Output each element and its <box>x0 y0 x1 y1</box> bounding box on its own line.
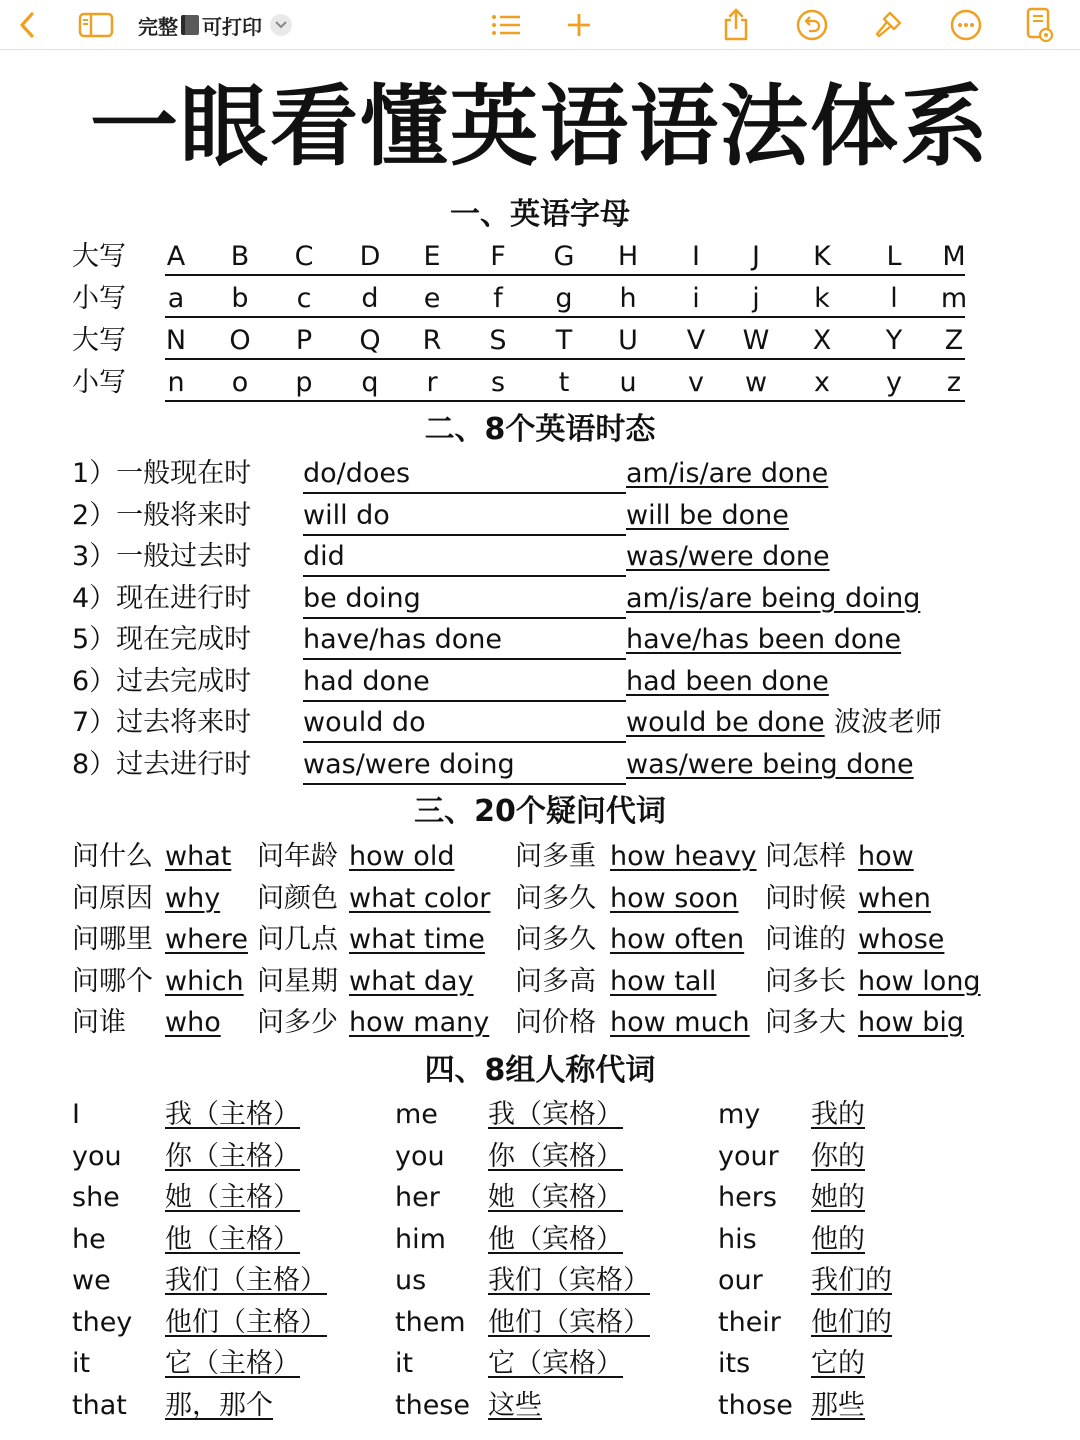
alphabet-letter: c <box>296 283 312 314</box>
tense-underline <box>303 741 626 743</box>
question-word: why <box>165 882 221 914</box>
pronoun-english: you <box>72 1140 122 1172</box>
tense-passive-form: was/were being done <box>626 748 914 780</box>
pronoun-pair <box>72 1264 327 1298</box>
tense-note: 波波老师 <box>834 707 942 738</box>
document-title[interactable] <box>138 0 292 50</box>
alphabet-letter: j <box>752 283 760 314</box>
question-prompt: 问多久 <box>515 924 596 955</box>
alphabet-letter: n <box>167 367 185 398</box>
question-prompt: 问时候 <box>765 882 846 914</box>
question-word: where <box>165 924 248 955</box>
question-prompt: 问多久 <box>515 882 596 914</box>
tense-underline <box>303 700 626 702</box>
pronoun-chinese: 他们（宾格） <box>488 1306 650 1338</box>
pronoun-chinese: 我（宾格） <box>488 1099 623 1130</box>
tense-passive-form: have/has been done <box>626 624 902 655</box>
tense-underline <box>303 658 626 660</box>
reader-icon[interactable] <box>1020 0 1058 50</box>
pronoun-english: my <box>718 1099 761 1130</box>
question-word: how old <box>349 841 455 872</box>
doc-title-suffix: 可打印 <box>202 14 262 39</box>
alphabet-letter: V <box>686 325 706 356</box>
tense-row <box>0 623 1080 663</box>
tense-active-form: be doing <box>303 582 421 614</box>
alphabet-letter: M <box>942 241 966 272</box>
pronoun-english: we <box>72 1265 111 1296</box>
alphabet-letter: r <box>426 367 438 398</box>
alphabet-letter: d <box>361 283 379 314</box>
question-prompt: 问价格 <box>515 1007 596 1038</box>
tense-name: 8）过去进行时 <box>72 748 252 780</box>
pronoun-english: its <box>718 1348 751 1379</box>
alphabet-letter: J <box>752 241 760 272</box>
pronoun-english: our <box>718 1265 763 1296</box>
more-icon[interactable] <box>946 0 986 50</box>
pronoun-chinese: 那，那个 <box>165 1389 273 1421</box>
alphabet-letter: W <box>742 325 770 356</box>
pronoun-chinese: 我的 <box>811 1099 865 1130</box>
pronoun-row <box>0 1264 1080 1304</box>
pronoun-chinese: 你（宾格） <box>488 1140 623 1172</box>
pronoun-chinese: 她（宾格） <box>488 1182 623 1213</box>
question-row <box>0 882 1080 922</box>
page-title: 一眼看懂英语语法体系 <box>89 75 990 178</box>
question-word: how often <box>610 924 745 955</box>
question-prompt: 问颜色 <box>257 882 338 914</box>
back-chevron-icon[interactable] <box>10 0 44 50</box>
alphabet-letter: q <box>361 367 379 398</box>
alphabet-letter: D <box>359 241 381 272</box>
alphabet-letter: a <box>167 283 185 314</box>
alphabet-underline <box>165 400 965 402</box>
alphabet-letter: i <box>692 283 700 314</box>
question-word: how tall <box>610 965 717 997</box>
alphabet-letter: X <box>812 325 832 356</box>
alphabet-row-label: 小写 <box>72 283 126 314</box>
pronoun-pair <box>718 1389 865 1423</box>
pronoun-pair <box>718 1347 865 1381</box>
chevron-down-icon[interactable] <box>270 14 292 36</box>
tense-active-form: had done <box>303 665 430 697</box>
question-prompt: 问几点 <box>257 924 338 955</box>
question-word: which <box>165 965 244 997</box>
pronoun-english: their <box>718 1306 781 1338</box>
pronoun-row <box>0 1098 1080 1138</box>
tense-name: 7）过去将来时 <box>72 707 252 738</box>
tense-row <box>0 499 1080 539</box>
tense-row <box>0 665 1080 705</box>
alphabet-letter: N <box>165 325 187 356</box>
tense-active-form: did <box>303 541 345 572</box>
tense-name: 2）一般将来时 <box>72 499 252 531</box>
alphabet-letter: F <box>490 241 506 272</box>
alphabet-letter: v <box>688 367 704 398</box>
pronoun-english: these <box>395 1389 470 1421</box>
question-word: how soon <box>610 882 739 914</box>
pronoun-chinese: 你（主格） <box>165 1140 300 1172</box>
pronoun-pair <box>72 1098 300 1132</box>
pronoun-chinese: 他的 <box>811 1223 865 1255</box>
question-word: what day <box>349 965 474 997</box>
tense-row <box>0 457 1080 497</box>
alphabet-letter: p <box>295 367 313 398</box>
tense-name: 1）一般现在时 <box>72 458 252 489</box>
alphabet-row-label: 大写 <box>72 325 126 356</box>
pronoun-english: he <box>72 1223 106 1255</box>
pronoun-chinese: 我（主格） <box>165 1099 300 1130</box>
pronoun-english: that <box>72 1389 127 1421</box>
pronoun-pair <box>395 1264 650 1298</box>
section-heading-tenses: 二、8个英语时态 <box>424 412 656 447</box>
question-prompt: 问星期 <box>257 965 338 997</box>
tense-name: 6）过去完成时 <box>72 665 252 697</box>
alphabet-letter: h <box>619 283 637 314</box>
pronoun-row <box>0 1389 1080 1429</box>
pronoun-chinese: 他（宾格） <box>488 1223 623 1255</box>
pronoun-english: it <box>72 1348 91 1379</box>
tense-underline <box>303 783 626 785</box>
pronoun-chinese: 她（主格） <box>165 1182 300 1213</box>
pronoun-chinese: 我们（宾格） <box>488 1265 650 1296</box>
pronoun-english: her <box>395 1182 440 1213</box>
pronoun-chinese: 它（宾格） <box>488 1348 623 1379</box>
alphabet-row <box>0 240 1080 280</box>
question-word: whose <box>858 924 945 955</box>
pronoun-row <box>0 1306 1080 1346</box>
alphabet-letter: k <box>814 283 830 314</box>
tense-name: 5）现在完成时 <box>72 624 252 655</box>
section-heading-alphabet: 一、英语字母 <box>450 197 630 232</box>
tense-underline <box>303 617 626 619</box>
alphabet-letter: x <box>814 367 830 398</box>
alphabet-underline <box>165 274 965 276</box>
share-icon[interactable] <box>718 0 754 50</box>
question-prompt: 问谁 <box>72 1007 126 1038</box>
pronoun-pair <box>395 1181 623 1215</box>
pronoun-english: him <box>395 1223 446 1255</box>
tense-underline <box>303 575 626 577</box>
alphabet-letter: Q <box>359 325 381 356</box>
question-word: when <box>858 882 931 914</box>
alphabet-letter: I <box>692 241 700 272</box>
alphabet-letter: P <box>295 325 313 356</box>
tense-name: 3）一般过去时 <box>72 541 252 572</box>
pronoun-english: I <box>72 1099 80 1130</box>
pronoun-row <box>0 1181 1080 1221</box>
pronoun-english: you <box>395 1140 445 1172</box>
pronoun-pair <box>395 1306 650 1340</box>
pronoun-english: it <box>395 1348 414 1379</box>
pronoun-english: them <box>395 1306 466 1338</box>
alphabet-row-label: 小写 <box>72 367 126 398</box>
tense-passive-form: am/is/are being doing <box>626 582 921 614</box>
pronoun-pair <box>395 1347 623 1381</box>
alphabet-letter: s <box>490 367 506 398</box>
undo-icon[interactable] <box>792 0 832 50</box>
pronoun-chinese: 那些 <box>811 1389 865 1421</box>
pronoun-pair <box>72 1306 327 1340</box>
question-prompt: 问多长 <box>765 965 846 997</box>
pronoun-english: those <box>718 1389 793 1421</box>
alphabet-underline <box>165 316 965 318</box>
pronoun-english: me <box>395 1099 438 1130</box>
tense-passive-form: would be done <box>626 707 825 738</box>
question-prompt: 问多高 <box>515 965 596 997</box>
alphabet-row <box>0 324 1080 364</box>
question-prompt: 问多大 <box>765 1007 846 1038</box>
question-prompt: 问哪个 <box>72 965 153 997</box>
alphabet-letter: T <box>555 325 573 356</box>
pronoun-chinese: 她的 <box>811 1182 865 1213</box>
question-word: what <box>165 841 232 872</box>
pronoun-chinese: 他们的 <box>811 1306 892 1338</box>
pronoun-chinese: 它的 <box>811 1348 865 1379</box>
alphabet-letter: C <box>294 241 314 272</box>
section-heading-questions: 三、20个疑问代词 <box>414 794 666 829</box>
tense-active-form: would do <box>303 707 426 738</box>
question-word: what time <box>349 924 485 955</box>
pronoun-english: she <box>72 1182 120 1213</box>
pronoun-english: hers <box>718 1182 777 1213</box>
pronoun-pair <box>718 1223 865 1257</box>
question-prompt: 问年龄 <box>257 841 338 872</box>
question-word: how <box>858 841 914 872</box>
alphabet-letter: m <box>940 283 968 314</box>
pronoun-pair <box>395 1140 623 1174</box>
tense-row <box>0 706 1080 746</box>
pronoun-chinese: 你的 <box>811 1140 865 1172</box>
question-word: how big <box>858 1007 965 1038</box>
pronoun-pair <box>72 1181 300 1215</box>
pronoun-pair <box>72 1140 300 1174</box>
alphabet-row <box>0 282 1080 322</box>
alphabet-letter: R <box>422 325 442 356</box>
question-word: how many <box>349 1007 490 1038</box>
question-prompt: 问哪里 <box>72 924 153 955</box>
pronoun-chinese: 它（主格） <box>165 1348 300 1379</box>
pronoun-pair <box>718 1140 865 1174</box>
question-prompt: 问怎样 <box>765 841 846 872</box>
alphabet-letter: u <box>619 367 637 398</box>
alphabet-letter: g <box>555 283 573 314</box>
question-row <box>0 923 1080 963</box>
alphabet-letter: E <box>423 241 441 272</box>
tense-active-form: will do <box>303 499 390 531</box>
book-icon <box>181 15 199 35</box>
question-word: what color <box>349 882 491 914</box>
tense-name: 4）现在进行时 <box>72 582 252 614</box>
question-prompt: 问什么 <box>72 841 153 872</box>
brush-icon[interactable] <box>868 0 908 50</box>
alphabet-letter: w <box>744 367 768 398</box>
tense-row <box>0 540 1080 580</box>
question-row <box>0 965 1080 1005</box>
alphabet-letter: O <box>229 325 251 356</box>
tense-row <box>0 748 1080 788</box>
alphabet-letter: Y <box>885 325 903 356</box>
question-row <box>0 1006 1080 1046</box>
pronoun-chinese: 他（主格） <box>165 1223 300 1255</box>
question-prompt: 问多重 <box>515 841 596 872</box>
pronoun-row <box>0 1140 1080 1180</box>
tense-active-form: have/has done <box>303 624 503 655</box>
alphabet-letter: z <box>946 367 962 398</box>
alphabet-letter: S <box>489 325 507 356</box>
tense-active-form: do/does <box>303 458 411 489</box>
question-prompt: 问谁的 <box>765 924 846 955</box>
alphabet-letter: o <box>231 367 249 398</box>
question-word: how heavy <box>610 841 757 872</box>
alphabet-row <box>0 366 1080 406</box>
pronoun-pair <box>395 1389 542 1423</box>
alphabet-letter: f <box>493 283 503 314</box>
alphabet-letter: l <box>890 283 898 314</box>
pronoun-chinese: 我们的 <box>811 1265 892 1296</box>
alphabet-letter: e <box>423 283 441 314</box>
alphabet-letter: t <box>558 367 570 398</box>
pronoun-pair <box>718 1306 892 1340</box>
doc-title-text: 完整 <box>138 14 178 39</box>
question-word: how long <box>858 965 981 997</box>
pronoun-chinese: 他们（主格） <box>165 1306 327 1338</box>
tense-passive-form: was/were done <box>626 541 830 572</box>
pronoun-pair <box>718 1264 892 1298</box>
tense-passive-form: had been done <box>626 665 829 697</box>
pronoun-pair <box>72 1347 300 1381</box>
pronoun-pair <box>395 1223 623 1257</box>
question-row <box>0 840 1080 880</box>
tense-active-form: was/were doing <box>303 748 515 780</box>
alphabet-letter: K <box>813 241 831 272</box>
pronoun-pair <box>718 1181 865 1215</box>
alphabet-letter: A <box>166 241 186 272</box>
alphabet-letter: b <box>231 283 249 314</box>
pronoun-chinese: 这些 <box>488 1389 542 1421</box>
pronoun-english: his <box>718 1223 757 1255</box>
pronoun-pair <box>72 1223 300 1257</box>
tense-passive-form: am/is/are done <box>626 458 829 489</box>
sidebar-icon[interactable] <box>76 0 116 50</box>
section-heading-pronouns: 四、8组人称代词 <box>424 1053 656 1088</box>
pronoun-row <box>0 1223 1080 1263</box>
top-toolbar <box>0 0 1080 50</box>
pronoun-chinese: 我们（主格） <box>165 1265 327 1296</box>
question-prompt: 问原因 <box>72 882 153 914</box>
plus-icon[interactable] <box>562 0 596 50</box>
alphabet-underline <box>165 358 965 360</box>
pronoun-row <box>0 1347 1080 1387</box>
question-word: who <box>165 1007 221 1038</box>
tense-row <box>0 582 1080 622</box>
alphabet-letter: y <box>886 367 902 398</box>
pronoun-pair <box>718 1098 865 1132</box>
alphabet-letter: B <box>230 241 250 272</box>
tense-underline <box>303 492 626 494</box>
alphabet-letter: U <box>618 325 638 356</box>
alphabet-letter: Z <box>944 325 964 356</box>
alphabet-letter: H <box>617 241 639 272</box>
tense-underline <box>303 534 626 536</box>
question-prompt: 问多少 <box>257 1007 338 1038</box>
alphabet-letter: L <box>886 241 902 272</box>
list-icon[interactable] <box>486 0 526 50</box>
alphabet-row-label: 大写 <box>72 241 126 272</box>
alphabet-letter: G <box>553 241 575 272</box>
question-word: how much <box>610 1007 750 1038</box>
pronoun-pair <box>395 1098 623 1132</box>
pronoun-english: us <box>395 1265 427 1296</box>
tense-passive-form: will be done <box>626 499 789 531</box>
pronoun-english: your <box>718 1140 779 1172</box>
pronoun-english: they <box>72 1306 133 1338</box>
pronoun-pair <box>72 1389 273 1423</box>
